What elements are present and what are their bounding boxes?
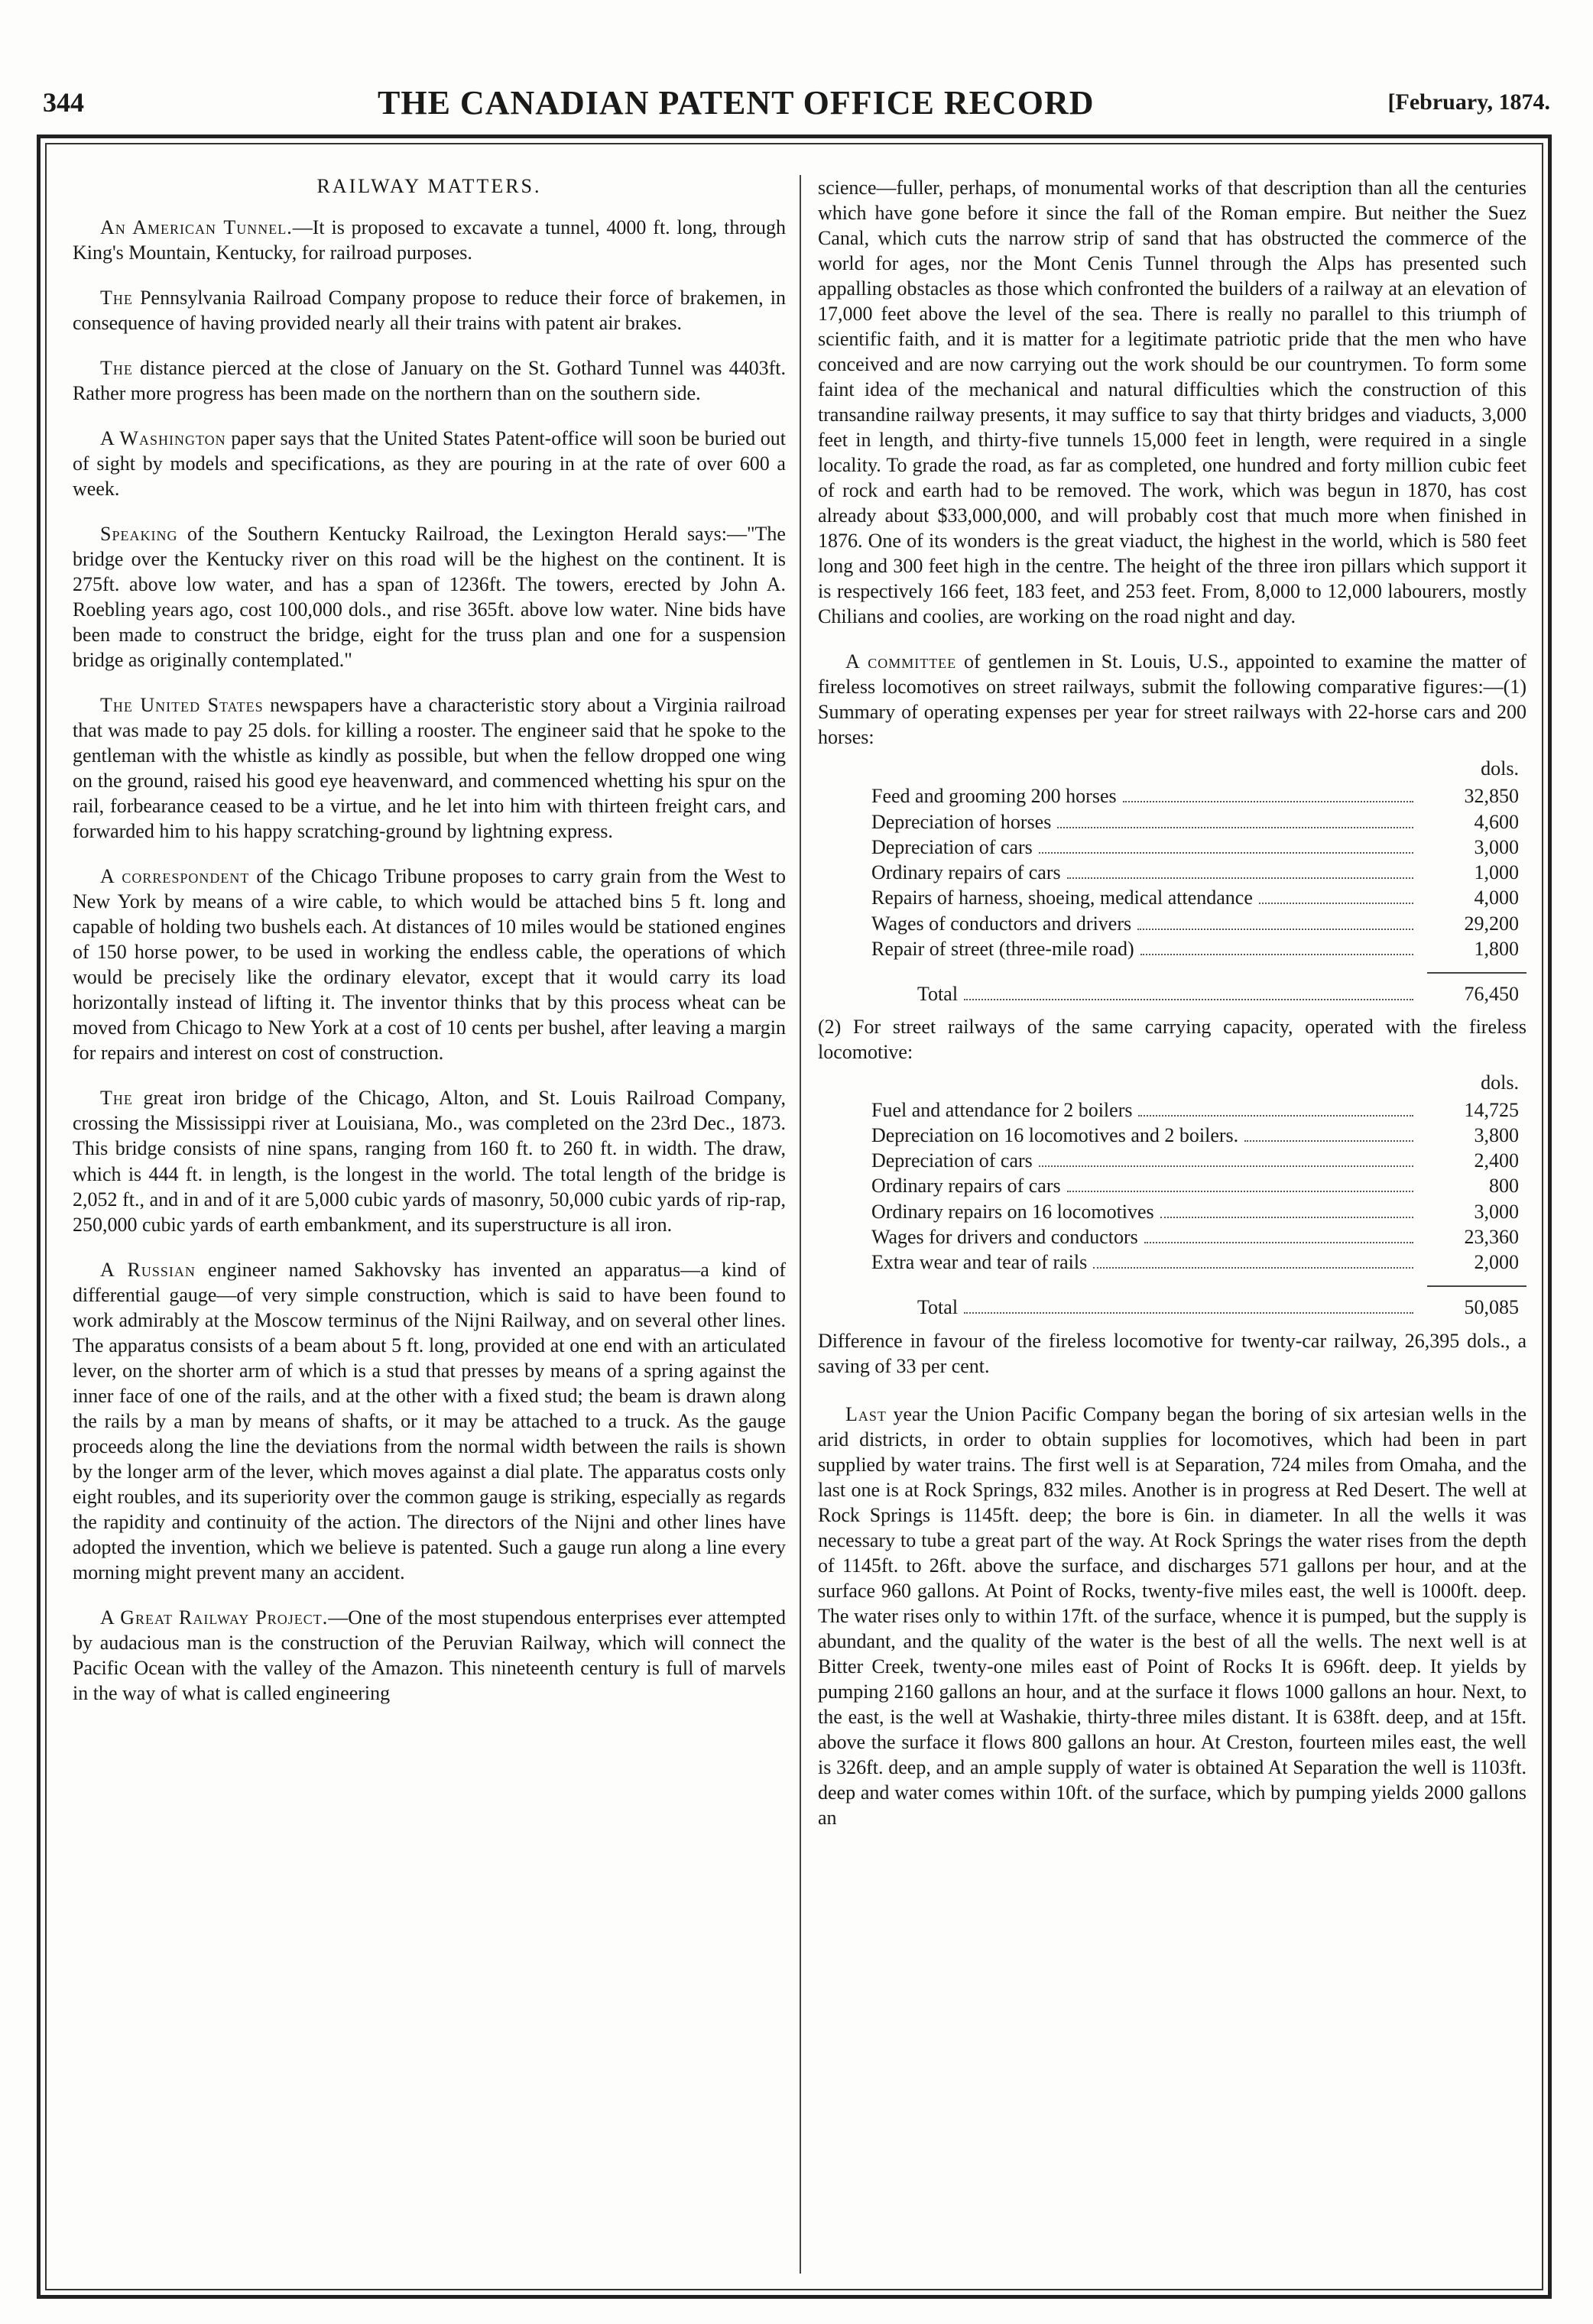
row-value: 1,000 xyxy=(1474,861,1519,884)
row-label: Ordinary repairs of cars xyxy=(871,1175,1061,1198)
row-value: 4,600 xyxy=(1474,810,1519,833)
savings-summary: Difference in favour of the fireless locomotive for twenty-car railway, 26,395 dols., a saving of 33 per cent. xyxy=(817,1329,1526,1377)
article-text: distance pierced at the close of January on the St. Gothard Tunnel was 4403ft. Rather more progress has been made on the northern than on the southern side. xyxy=(73,357,786,405)
row-label: Ordinary repairs of cars xyxy=(871,861,1061,884)
article-text: Pennsylvania Railroad Company propose to reduce their force of brakemen, in consequence of having provided nearly all their trains with patent air brakes. xyxy=(73,287,786,335)
row-value: 14,725 xyxy=(1464,1098,1519,1121)
fireless-intro: (2) For street railways of the same carrying capacity, operated with the fireless locomotive: xyxy=(817,1016,1526,1064)
article-lead: The xyxy=(100,287,133,310)
columns xyxy=(45,143,1543,2290)
row-value: 32,850 xyxy=(1464,785,1519,808)
total-label: Total xyxy=(917,1296,959,1319)
row-label: Repair of street (three-mile road) xyxy=(871,937,1134,960)
row-value: 2,000 xyxy=(1474,1251,1519,1274)
total-rule xyxy=(1427,972,1526,974)
row-label: Feed and grooming 200 horses xyxy=(871,785,1117,808)
article-artesian-wells xyxy=(818,1402,1526,1830)
row-label: Wages of conductors and drivers xyxy=(871,912,1132,935)
issue-date: [February, 1874. xyxy=(1387,89,1550,115)
table-row xyxy=(871,1199,1526,1224)
article-text: engineer named Sakhovsky has invented an apparatus—a kind of differential gauge—of very simple construction, which is said to have been found to work admirably at the Moscow terminus of the Nijni Railway, and on several other lines. The apparatus consists of a beam about 5 ft. long, provided at one end with an articulated lever, on the shorter arm of which is a stud that presses by means of a spring against the inner face of one of the rails, and at the other with a fixed stud; the beam is drawn along the rails by a man by means of shafts, or it may be attached to a truck. As the gauge proceeds along the line the deviations from the normal width between the rails is shown by the longer arm of the lever, which moves against a dial plate. The apparatus costs only eight roubles, and its superiority over the common gauge is striking, especially as regards the rapidity and continuity of the action. The directors of the Nijni and other lines have adopted the invention, which we believe is patented. Such a gauge run along a line every morning might prevent many an accident. xyxy=(73,1258,786,1583)
article-lead: The xyxy=(100,357,133,380)
article-lead: Speaking xyxy=(100,523,178,546)
total-value: 76,450 xyxy=(1464,983,1519,1006)
article-pennsylvania xyxy=(73,285,786,335)
table-row xyxy=(871,1173,1526,1198)
article-differential-gauge xyxy=(73,1257,786,1585)
row-label: Depreciation on 16 locomotives and 2 boilers. xyxy=(871,1123,1239,1146)
row-value: 2,400 xyxy=(1474,1149,1519,1172)
article-peruvian-continued: science—fuller, perhaps, of monumental works of that description than all the centuries which have gone before it since the fall of the Roman empire. But neither the Suez Canal, which cuts the narrow strip of sand that has obstructed the commerce of the world for ages, nor the Mont Cenis Tunnel through the Alps has presented such appalling obstacles as those which confronted the builders of a railway at an elevation of 17,000 feet above the level of the sea. There is really no parallel to this triumph of scientific faith, and it is matter for a legitimate patriotic pride that the men who have conceived and are now carrying out the work should be our countrymen. To form some faint idea of the mechanical and natural difficulties which the construction of this transandine railway presents, it may suffice to say that thirty bridges and viaducts, 3,000 feet in length, and thirty-five tunnels 15,000 feet in length, were required in a single locality. To grade the road, as far as completed, one hundred and forty million cubic feet of rock and earth had to be removed. The work, which was begun in 1870, has cost already about $33,000,000, and will probably cost that much more when finished in 1876. One of its wonders is the great viaduct, the highest in the world, which is 580 feet long and 300 feet high in the centre. The height of the three iron pillars which support it is respectively 166 feet, 183 feet, and 253 feet. From, 8,000 to 12,000 labourers, mostly Chilians and coolies, are working on the road night and day. xyxy=(817,177,1526,628)
row-label: Depreciation of cars xyxy=(871,1149,1033,1172)
table-total-row xyxy=(871,981,1526,1006)
table-row xyxy=(871,783,1526,809)
article-text: of the Southern Kentucky Railroad, the Lexington Herald says:—"The bridge over the Kentucky river on this road will be the highest on the continent. It is 275ft. above low water, and has a span of 1236ft. The towers, erected by John A. Roebling years ago, cost 100,000 dols., and rise 365ft. above low water. Nine bids have been made to construct the bridge, eight for the truss plan and one for a suspension bridge as originally contemplated." xyxy=(73,523,786,672)
row-value: 3,000 xyxy=(1474,1200,1519,1223)
table-row xyxy=(871,1123,1526,1148)
article-text: of gentlemen in St. Louis, U.S., appointed to examine the matter of fireless locomotives on street railways, submit the following comparative figures:—(1) Summary of operating expenses per year for street railways with 22-horse cars and 200 horses: xyxy=(817,650,1526,749)
article-tunnel xyxy=(73,215,786,265)
table-row xyxy=(871,809,1526,835)
article-text: newspapers have a characteristic story about a Virginia railroad that was made to pay 25 dols. for killing a rooster. The engineer said that he spoke to the gentleman with the whistle as kindly as possible, but when the fellow dropped one wing on the ground, raised his good eye heavenward, and commenced whetting his spur on the rail, forbearance ceased to be a virtue, and he let into him with thirteen freight cars, and forwarded him to his happy scratching-ground by lightning express. xyxy=(73,694,786,843)
row-value: 3,800 xyxy=(1474,1123,1519,1146)
row-value: 23,360 xyxy=(1464,1225,1519,1248)
article-text: year the Union Pacific Company began the boring of six artesian wells in the arid districts, in order to obtain supplies for locomotives, which had been in part supplied by water trains. The first well is at Separation, 724 miles from Omaha, and the last one is at Rock Springs, 832 miles. Another is in progress at Red Desert. The well at Rock Springs is 1145ft. deep; the bore is 6in. in diameter. In all the wells it was necessary to tube a great part of the way. At Rock Springs the water rises from the depth of 1145ft. to 26ft. above the surface, and discharges 571 gallons per hour, and at the surface 960 gallons. At Point of Rocks, twenty-five miles east, the well is 1000ft. deep. The water rises only to within 17ft. of the surface, whence it is pumped, but the supply is abundant, and the quality of the water is the best of all the wells. The next well is at Bitter Creek, twenty-one miles east of Point of Rocks It is 696ft. deep. It yields by pumping 2160 gallons an hour, and at the surface it flows 1000 gallons an hour. Next, to the east, is the well at Washakie, thirty-three miles distant. It is 638ft. deep, and at 15ft. above the surface it flows 800 gallons an hour. At Creston, fourteen miles east, the well is 326ft. deep, and an ample supply of water is obtained At Separation the well is 1103ft. deep and water comes within 10ft. of the surface, which by pumping yields 2000 gallons an xyxy=(817,1402,1526,1829)
article-text: —It is proposed to excavate a tunnel, 4000 ft. long, through King's Mountain, Kentucky, for railroad purposes. xyxy=(73,216,786,264)
right-column xyxy=(800,175,1526,2274)
page-frame xyxy=(37,135,1552,2299)
row-label: Extra wear and tear of rails xyxy=(871,1251,1088,1274)
article-lead: Last xyxy=(845,1402,887,1425)
table-row xyxy=(871,1224,1526,1250)
article-lead: A correspondent xyxy=(100,865,250,888)
article-peruvian-railway xyxy=(73,1605,786,1706)
left-column xyxy=(73,175,800,2274)
article-lead: A Washington xyxy=(100,427,226,450)
row-value: 800 xyxy=(1489,1175,1519,1198)
table-row xyxy=(871,1250,1526,1275)
article-rooster xyxy=(73,692,786,844)
page-header xyxy=(43,79,1550,125)
table-row xyxy=(871,860,1526,885)
total-label: Total xyxy=(917,983,959,1006)
article-text: —One of the most stupendous enterprises ever attempted by audacious man is the construction of the Peruvian Railway, which will connect the Pacific Ocean with the valley of the Amazon. This nineteenth century is full of marvels in the way of what is called engineering xyxy=(73,1606,786,1704)
article-lead: A Great Railway Project. xyxy=(100,1606,329,1629)
article-wire-cable xyxy=(73,864,786,1065)
table-unit: dols. xyxy=(1481,1071,1519,1094)
table-row xyxy=(871,1097,1526,1123)
row-label: Wages for drivers and conductors xyxy=(871,1225,1138,1248)
section-title: RAILWAY MATTERS. xyxy=(316,175,542,197)
article-text: great iron bridge of the Chicago, Alton, and St. Louis Railroad Company, crossing the Mississippi river at Louisiana, Mo., was completed on the 23rd Dec., 1873. This bridge consists of nine spans, ranging from 160 ft. to 260 ft. in width. The draw, which is 444 ft. in length, is the longest in the world. The total length of the bridge is 2,052 ft., and in and of it are 5,000 cubic yards of masonry, 50,000 cubic yards of rip-rap, 250,000 cubic yards of earth embankment, and its superstructure is all iron. xyxy=(73,1087,786,1236)
table-row xyxy=(871,936,1526,961)
row-value: 4,000 xyxy=(1474,886,1519,909)
fireless-expenses-table xyxy=(818,1071,1526,1321)
row-label: Ordinary repairs on 16 locomotives xyxy=(871,1200,1154,1223)
table-row xyxy=(871,1148,1526,1173)
table-unit: dols. xyxy=(1481,757,1519,780)
row-label: Fuel and attendance for 2 boilers xyxy=(871,1098,1133,1121)
total-rule xyxy=(1427,1285,1526,1287)
article-lead: The xyxy=(100,1087,133,1110)
article-iron-bridge xyxy=(73,1085,786,1237)
horse-expenses-table xyxy=(818,757,1526,1006)
total-value: 50,085 xyxy=(1464,1296,1519,1319)
article-lead: A Russian xyxy=(100,1258,196,1281)
row-label: Repairs of harness, shoeing, medical attendance xyxy=(871,886,1253,909)
article-gothard xyxy=(73,355,786,406)
article-lead: A committee xyxy=(845,650,957,673)
article-fireless-locomotives xyxy=(818,649,1526,750)
row-value: 29,200 xyxy=(1464,912,1519,935)
article-lead: An American Tunnel. xyxy=(100,216,293,238)
article-kentucky-bridge xyxy=(73,521,786,673)
article-lead: The United States xyxy=(100,694,264,717)
row-label: Depreciation of horses xyxy=(871,810,1052,833)
row-label: Depreciation of cars xyxy=(871,835,1033,858)
article-text: of the Chicago Tribune proposes to carry grain from the West to New York by means of a wire cable, to which would be attached bins 5 ft. long and capable of holding two bushels each. At distances of 10 miles would be stationed engines of 150 horse power, to be used in working the endless cable, the operations of which would be precisely like the ordinary elevator, except that it would carry its load horizontally instead of lifting it. The inventor thinks that by this process wheat can be moved from Chicago to New York at a cost of 10 cents per bushel, after leaving a margin for repairs and interest on cost of construction. xyxy=(73,865,786,1065)
row-value: 1,800 xyxy=(1474,937,1519,960)
table-row xyxy=(871,911,1526,936)
page-number: 344 xyxy=(43,87,84,118)
table-row xyxy=(871,835,1526,860)
running-title: THE CANADIAN PATENT OFFICE RECORD xyxy=(378,83,1095,122)
article-text: paper says that the United States Patent-office will soon be buried out of sight by models and specifications, as they are pouring in at the rate of over 600 a week. xyxy=(73,427,786,501)
row-value: 3,000 xyxy=(1474,835,1519,858)
table-total-row xyxy=(871,1295,1526,1320)
table-row xyxy=(871,885,1526,910)
article-washington xyxy=(73,426,786,501)
